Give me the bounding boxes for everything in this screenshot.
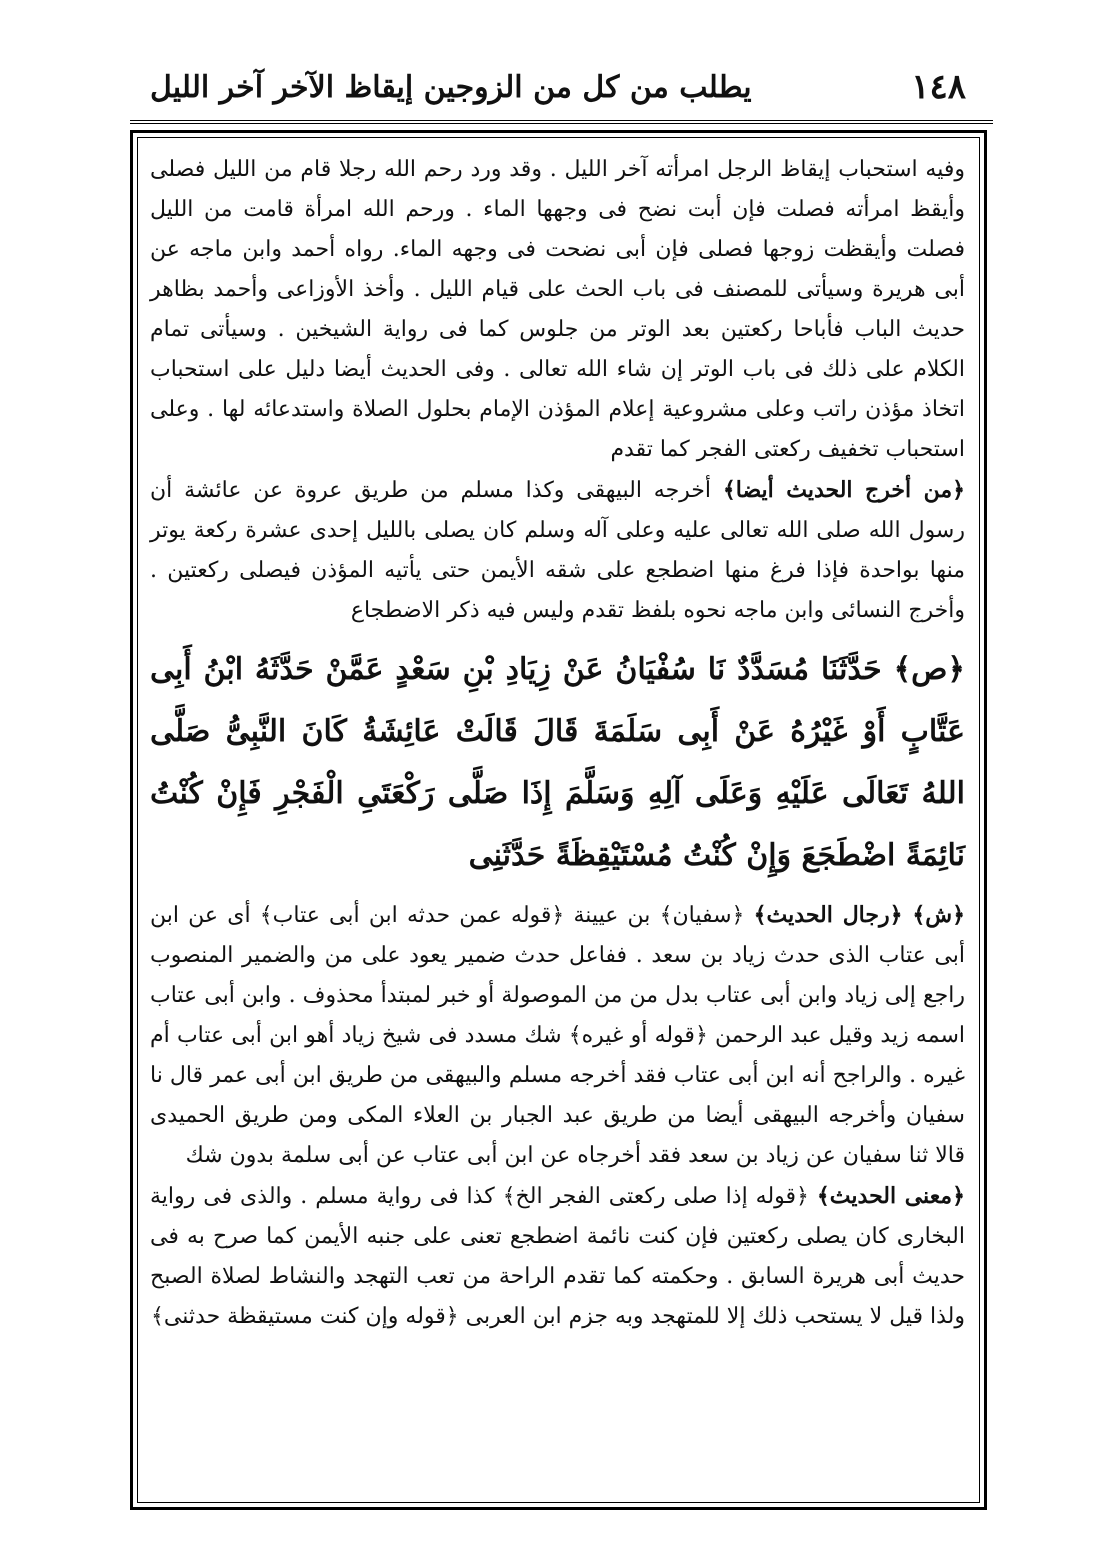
page-body xyxy=(150,150,965,1337)
hadith-label: ﴿ص﴾ xyxy=(893,652,965,687)
page-header xyxy=(150,62,966,112)
maana-label: ﴿معنى الحديث﴾ xyxy=(816,1183,965,1209)
hadith-text-block xyxy=(150,639,965,887)
rijal-paragraph xyxy=(150,895,965,1176)
takhrij-label: ﴿من أخرج الحديث أيضا﴾ xyxy=(722,477,965,503)
maana-text: ﴿قوله إذا صلى ركعتى الفجر الخ﴾ كذا فى رواية مسلم . والذى فى رواية البخارى كان يصلى ركعتين فإن كنت نائمة اضطجع تعنى على جنبه الأيمن كما صرح به فى حديث أبى هريرة السابق . وحكمته كما تقدم الراحة من تعب التهجد والنشاط لصلاة الصبح ولذا قيل لا يستحب ذلك إلا للمتهجد وبه جزم ابن العربى ﴿قوله وإن كنت مستيقظة حدثنى﴾ xyxy=(150,1184,965,1329)
rijal-label: ﴿ش﴾ ﴿رجال الحديث﴾ xyxy=(753,902,965,928)
hadith-matn: حَدَّثَنَا مُسَدَّدٌ نَا سُفْيَانُ عَنْ زِيَادِ بْنِ سَعْدٍ عَمَّنْ حَدَّثَهُ ابْنُ أَبِى عَتَّابٍ أَوْ غَيْرُهُ عَنْ أَبِى سَلَمَةَ قَالَ قَالَتْ عَائِشَةُ كَانَ النَّبِىُّ صَلَّى اللهُ تَعَالَى عَلَيْهِ وَعَلَى آلِهِ وَسَلَّمَ إِذَا صَلَّى رَكْعَتَىِ الْفَجْرِ فَإِنْ كُنْتُ نَائِمَةً اضْطَجَعَ وَإِنْ كُنْتُ مُسْتَيْقِظَةً حَدَّثَنِى xyxy=(150,652,965,873)
commentary-paragraph xyxy=(150,150,965,470)
running-title: يطلب من كل من الزوجين إيقاظ الآخر آخر الليل xyxy=(150,69,752,105)
maana-paragraph xyxy=(150,1176,965,1337)
takhrij-paragraph xyxy=(150,470,965,631)
header-rule xyxy=(130,120,993,124)
page-number: ١٤٨ xyxy=(911,67,966,107)
rijal-text: ﴿سفيان﴾ بن عيينة ﴿قوله عمن حدثه ابن أبى عتاب﴾ أى عن ابن أبى عتاب الذى حدث زياد بن سعد . ففاعل حدث ضمير يعود على من والضمير المنصوب راجع إلى زياد وابن أبى عتاب بدل من من الموصولة أو خبر لمبتدأ محذوف . وابن أبى عتاب اسمه زيد وقيل عبد الرحمن ﴿قوله أو غيره﴾ شك مسدد فى شيخ زياد أهو ابن أبى عتاب أم غيره . والراجح أنه ابن أبى عتاب فقد أخرجه مسلم والبيهقى من طريق ابن أبى عمر قال نا سفيان وأخرجه البيهقى أيضا من طريق عبد الجبار بن العلاء المكى ومن طريق الحميدى قالا ثنا سفيان عن زياد بن سعد فقد أخرجاه عن ابن أبى عتاب عن أبى سلمة بدون شك xyxy=(150,903,965,1168)
commentary-text: وفيه استحباب إيقاظ الرجل امرأته آخر الليل . وقد ورد رحم الله رجلا قام من الليل فصلى وأيقظ امرأته فصلت فإن أبت نضح فى وجهها الماء . ورحم الله امرأة قامت من الليل فصلت وأيقظت زوجها فصلى فإن أبى نضحت فى وجهه الماء. رواه أحمد وابن ماجه عن أبى هريرة وسيأتى للمصنف فى باب الحث على قيام الليل . وأخذ الأوزاعى وأحمد بظاهر حديث الباب فأباحا ركعتين بعد الوتر من جلوس كما فى رواية الشيخين . وسيأتى تمام الكلام على ذلك فى باب الوتر إن شاء الله تعالى . وفى الحديث أيضا دليل على استحباب اتخاذ مؤذن راتب وعلى مشروعية إعلام المؤذن الإمام بحلول الصلاة واستدعائه لها . وعلى استحباب تخفيف ركعتى الفجر كما تقدم xyxy=(150,157,965,462)
takhrij-text: أخرجه البيهقى وكذا مسلم من طريق عروة عن عائشة أن رسول الله صلى الله تعالى عليه وعلى آله وسلم كان يصلى بالليل إحدى عشرة ركعة يوتر منها بواحدة فإذا فرغ منها اضطجع على شقه الأيمن حتى يأتيه المؤذن فيصلى ركعتين . وأخرج النسائى وابن ماجه نحوه بلفظ تقدم وليس فيه ذكر الاضطجاع xyxy=(150,478,965,623)
